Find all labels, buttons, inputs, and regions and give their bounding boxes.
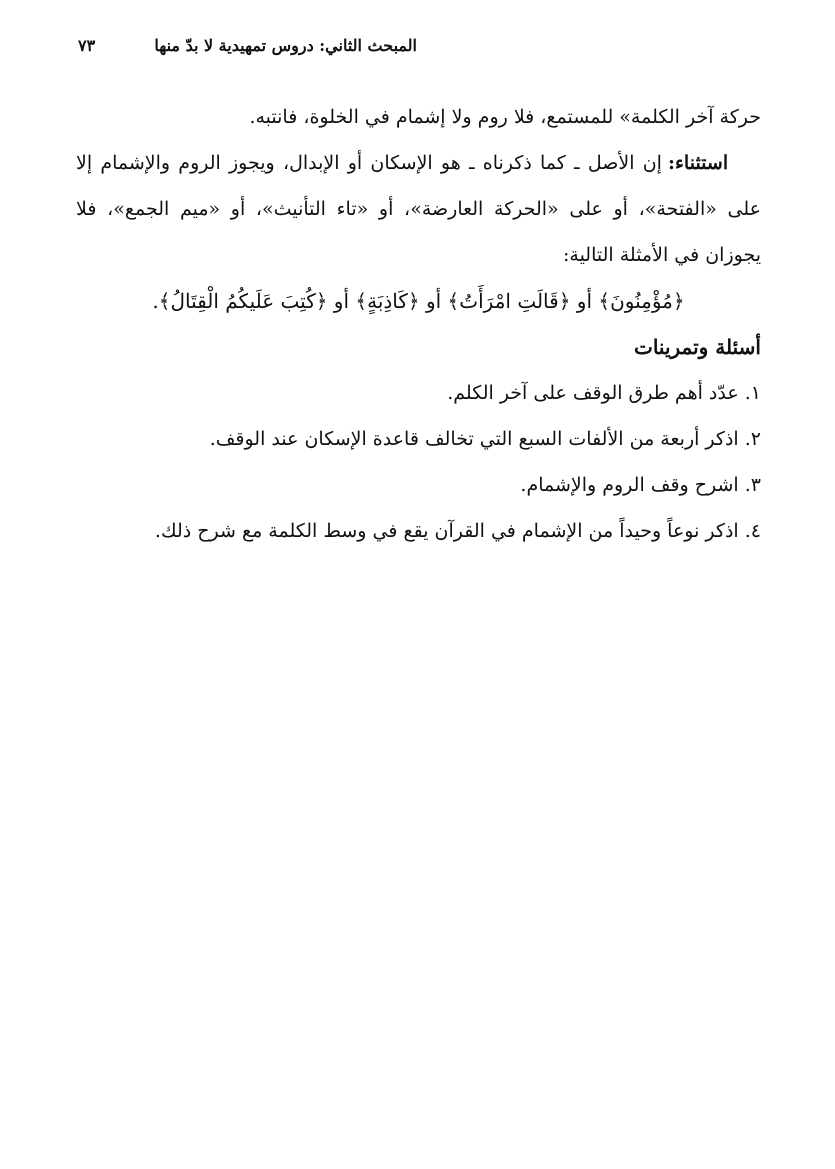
question-item-2: ٢. اذكر أربعة من الألفات السبع التي تخالف قاعدة الإسكان عند الوقف.: [209, 428, 761, 450]
paragraph-continuation: حركة آخر الكلمة» للمستمع، فلا روم ولا إشمام في الخلوة، فانتبه.: [249, 106, 761, 128]
page-body: [76, 94, 761, 554]
page-number: ٧٣: [78, 36, 96, 55]
running-header: [78, 34, 417, 58]
paragraph-exception: [76, 140, 761, 278]
header-title: المبحث الثاني: دروس تمهيدية لا بدّ منها: [154, 36, 417, 55]
question-item-4: ٤. اذكر نوعاً وحيداً من الإشمام في القرآن يقع في وسط الكلمة مع شرح ذلك.: [154, 520, 761, 542]
questions-heading: أسئلة وتمرينات: [633, 335, 761, 359]
question-item-1: ١. عدّد أهم طرق الوقف على آخر الكلم.: [447, 382, 761, 404]
question-item-3: ٣. اشرح وقف الروم والإشمام.: [520, 474, 761, 496]
exception-label: استثناء:: [667, 152, 729, 174]
exception-text: إن الأصل ـ كما ذكرناه ـ هو الإسكان أو الإبدال، ويجوز الروم والإشمام إلا على «الفتحة»، أو على «الحركة العارضة»، أو «تاء التأنيث»، أو «ميم الجمع»، فلا يجوزان في الأمثلة التالية:: [76, 152, 761, 266]
quran-examples: ﴿مُؤْمِنُونَ﴾ أو ﴿قَالَتِ امْرَأَتُ﴾ أو ﴿كَاذِبَةٍ﴾ أو ﴿كُتِبَ عَلَيكُمُ الْقِتَالُ﴾.: [152, 289, 685, 313]
